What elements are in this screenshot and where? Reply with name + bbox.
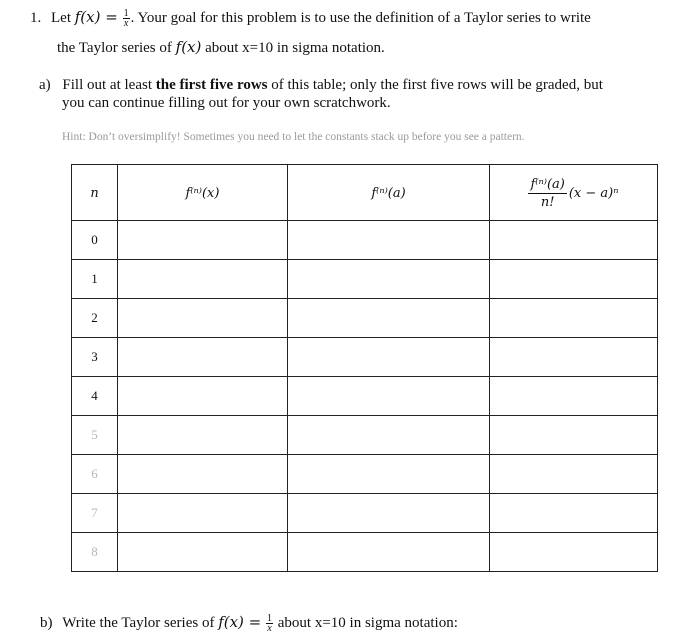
table-row [72,221,658,260]
part-b-suffix: about x=10 in sigma notation: [277,615,458,631]
table-row [72,455,658,494]
term-cell[interactable] [490,260,658,299]
fn-a-cell[interactable] [288,455,490,494]
fn-x-cell[interactable] [118,494,288,533]
fn-a-cell[interactable] [288,377,490,416]
problem-intro-suffix: . Your goal for this problem is to use the definition of a Taylor series to write [130,10,591,26]
fn-x-cell[interactable] [118,260,288,299]
fn-a-cell[interactable] [288,338,490,377]
term-cell[interactable] [490,377,658,416]
fn-x-cell[interactable] [118,416,288,455]
taylor-table [71,164,658,572]
row-index-cell: 8 [72,533,118,572]
term-cell[interactable] [490,299,658,338]
part-a-line1-suffix: of this table; only the first five rows will be graded, but [271,77,603,93]
table-header-row [72,165,658,221]
problem-line-2 [57,38,385,57]
problem-intro-prefix: Let [51,10,71,26]
table-row [72,416,658,455]
part-b-label: b) [40,615,53,631]
term-cell[interactable] [490,338,658,377]
row-index-cell: 7 [72,494,118,533]
problem-line2-func: f(x) [175,38,202,56]
hint-text: Hint: Don’t oversimplify! Sometimes you need to let the constants stack up before you see a pattern. [62,131,525,143]
row-index-cell: 3 [72,338,118,377]
row-index-cell: 6 [72,455,118,494]
fn-a-cell[interactable] [288,494,490,533]
problem-line2-suffix: about x=10 in sigma notation. [205,40,385,56]
fn-x-cell[interactable] [118,221,288,260]
problem-function-lhs: f(x) = [74,8,118,26]
header-n: n [72,165,118,221]
row-index-cell: 5 [72,416,118,455]
row-index-cell: 4 [72,377,118,416]
fn-a-cell[interactable] [288,416,490,455]
table-row [72,299,658,338]
table-row [72,260,658,299]
fraction-numerator: 1 [123,8,129,20]
part-b-fraction-denominator: x [267,623,272,635]
fn-x-cell[interactable] [118,455,288,494]
part-b-fraction [266,614,273,633]
problem-fraction [123,9,130,28]
header-taylor-term [490,165,658,221]
header-term-tail: (x − a)ⁿ [568,185,619,201]
problem-line2-prefix: the Taylor series of [57,40,172,56]
table-row [72,377,658,416]
fn-a-cell[interactable] [288,260,490,299]
part-b-fraction-numerator: 1 [267,613,272,625]
header-fn-a: f⁽ⁿ⁾(a) [288,165,490,221]
part-b-prefix: Write the Taylor series of [62,615,215,631]
term-cell[interactable] [490,221,658,260]
header-term-numerator: f⁽ⁿ⁾(a) [530,176,565,192]
fn-a-cell[interactable] [288,533,490,572]
fn-x-cell[interactable] [118,377,288,416]
fn-a-cell[interactable] [288,221,490,260]
problem-number: 1. [30,10,42,26]
part-b-line [40,613,458,633]
fn-x-cell[interactable] [118,338,288,377]
part-a-line-2: you can continue filling out for your own scratchwork. [62,95,391,111]
term-cell[interactable] [490,455,658,494]
row-index-cell: 0 [72,221,118,260]
term-cell[interactable] [490,533,658,572]
part-a-line1-bold: the first five rows [155,77,268,93]
part-a-label: a) [39,77,51,93]
fn-a-cell[interactable] [288,299,490,338]
header-fn-x: f⁽ⁿ⁾(x) [118,165,288,221]
term-cell[interactable] [490,416,658,455]
table-row [72,533,658,572]
fn-x-cell[interactable] [118,533,288,572]
fn-x-cell[interactable] [118,299,288,338]
table-row [72,494,658,533]
term-cell[interactable] [490,494,658,533]
table-row [72,338,658,377]
part-b-function-lhs: f(x) = [218,613,262,631]
fraction-denominator: x [123,18,129,30]
part-a-line-1 [39,76,603,94]
row-index-cell: 2 [72,299,118,338]
header-term-denominator: n! [540,194,555,210]
problem-line-1 [30,8,591,28]
part-a-line1-prefix: Fill out at least [62,77,152,93]
row-index-cell: 1 [72,260,118,299]
